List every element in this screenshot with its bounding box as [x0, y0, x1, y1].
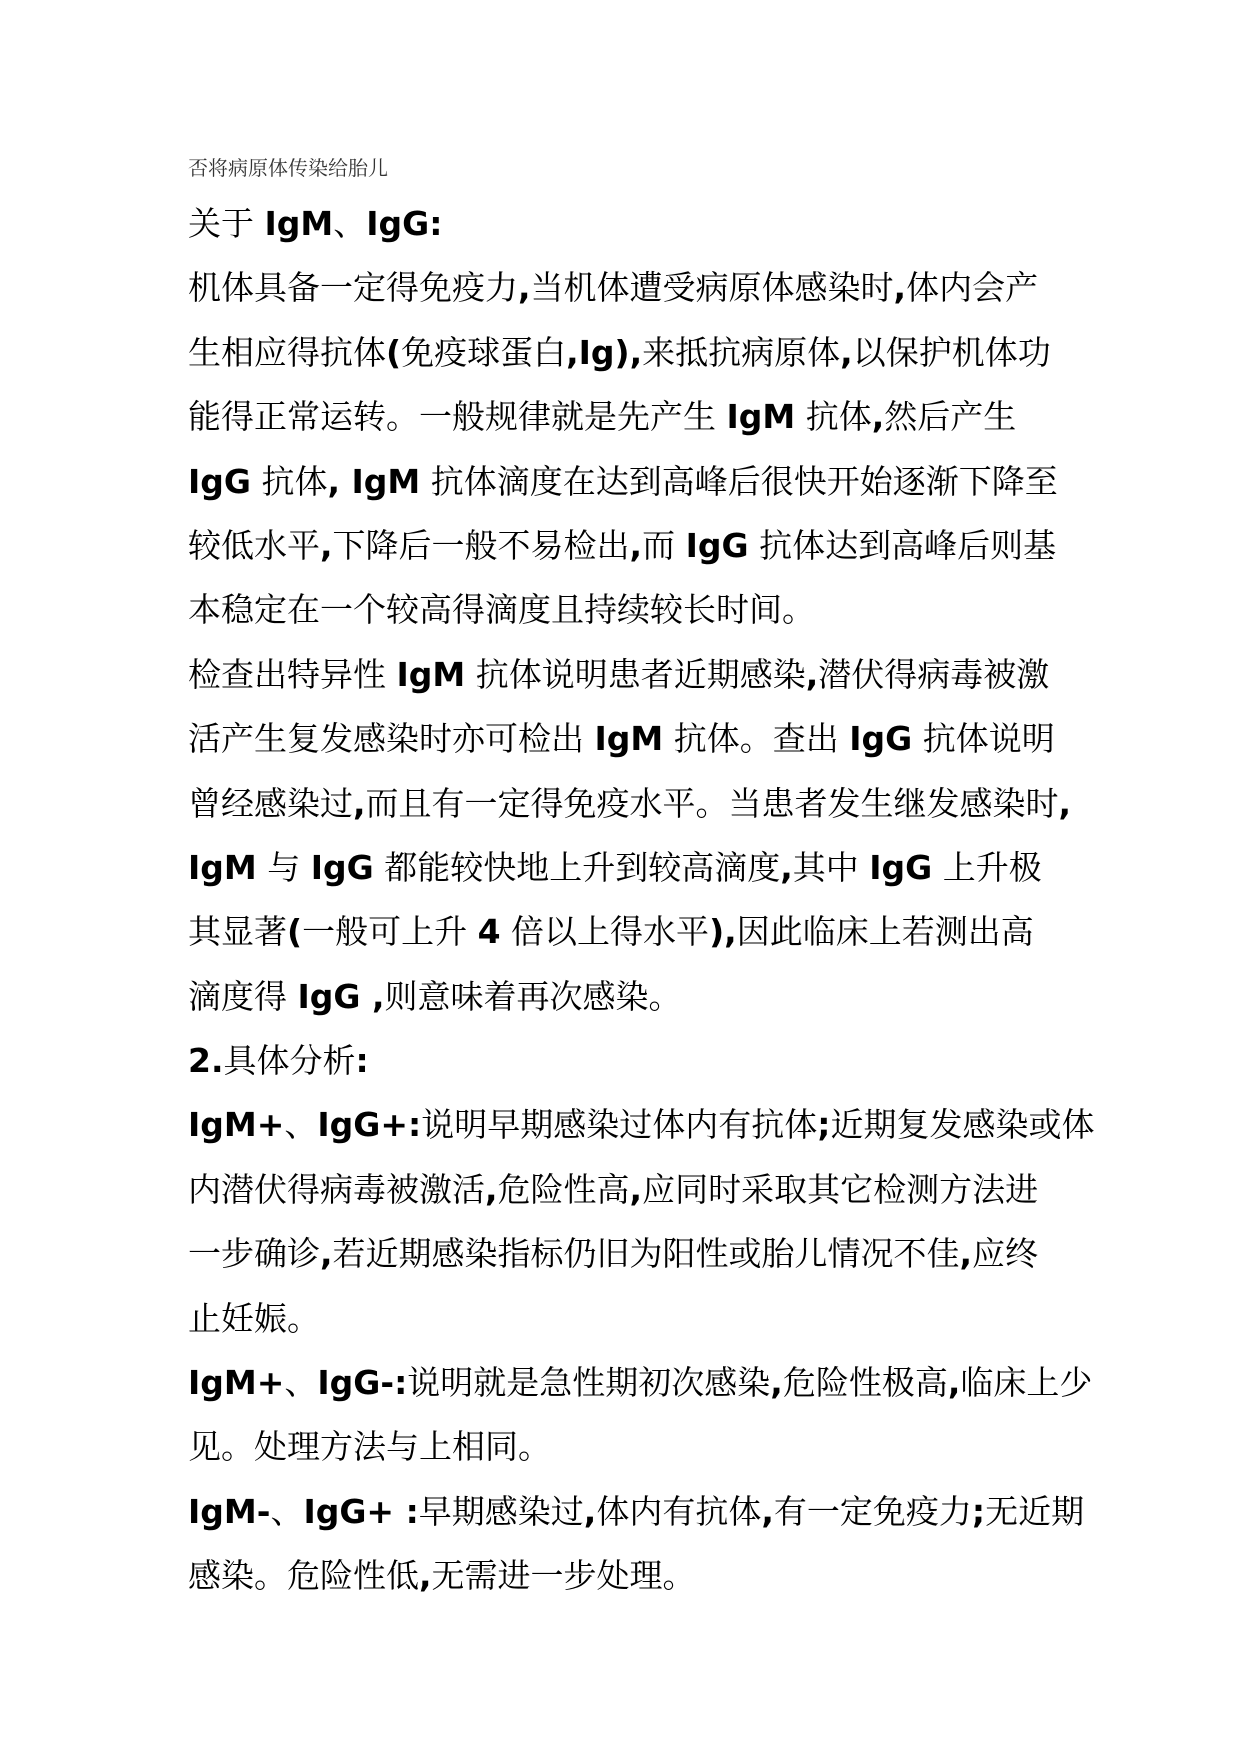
text-segment: 倍以上得水平: [500, 912, 710, 952]
text-segment: ,: [485, 1169, 498, 1209]
text-segment: 临床上少: [960, 1363, 1093, 1403]
text-segment: 关于: [188, 204, 265, 243]
text-segment: 与: [256, 847, 311, 887]
text-segment: 本稳定在一个较高得滴度且持续较长时间。: [188, 590, 815, 630]
text-segment: :: [355, 1041, 369, 1081]
text-segment: 有一定免疫力: [773, 1491, 972, 1531]
text-segment: IgG:: [366, 204, 443, 243]
text-segment: ,: [353, 783, 366, 823]
text-segment: ,: [583, 1491, 597, 1531]
text-segment: 一般可上升: [302, 912, 478, 952]
text-segment: 4: [477, 912, 501, 952]
text-segment: ,: [761, 1491, 774, 1531]
text-segment: IgM+: [188, 1363, 285, 1403]
text-segment: ,Ig),: [566, 332, 643, 372]
text-segment: IgG: [188, 461, 251, 501]
text-line: [188, 1544, 1068, 1608]
text-segment: 上升极: [932, 847, 1042, 887]
text-line: [188, 192, 1068, 256]
text-segment: ,: [1058, 783, 1072, 823]
text-segment: ,: [871, 397, 885, 437]
text-segment: 止妊娠。: [188, 1298, 320, 1338]
text-segment: IgM: [264, 204, 334, 243]
text-line: [188, 514, 1068, 578]
text-segment: 则意味着再次感染。: [384, 976, 682, 1016]
text-segment: (: [386, 332, 402, 372]
text-segment: IgG ,: [297, 976, 385, 1016]
text-segment: IgM: [726, 397, 796, 437]
text-segment: 然后产生: [884, 397, 1017, 437]
text-segment: IgM: [188, 847, 257, 887]
text-segment: 抗体说明: [912, 719, 1055, 759]
text-segment: 一步确诊: [188, 1234, 320, 1274]
text-segment: 以保护机体功: [852, 332, 1051, 372]
text-segment: 危险性极高: [782, 1363, 948, 1403]
text-segment: ,: [959, 1234, 973, 1274]
text-segment: IgG: [849, 719, 913, 759]
text-line: [188, 900, 1068, 964]
text-segment: 体内有抗体: [596, 1491, 762, 1531]
text-segment: ,: [320, 1234, 333, 1274]
text-segment: IgG: [685, 525, 749, 565]
text-segment: 因此临床上若测出高: [736, 912, 1034, 952]
text-segment: 下降后一般不易检出: [332, 525, 630, 565]
text-segment: 活产生复发感染时亦可检出: [188, 719, 595, 759]
text-line: [188, 836, 1068, 900]
text-segment: 2.: [188, 1041, 224, 1081]
text-segment: IgM: [594, 719, 664, 759]
text-segment: 免疫球蛋白: [401, 332, 567, 372]
text-segment: ,: [840, 332, 853, 372]
text-line: [188, 643, 1068, 707]
text-segment: 抗体。查出: [663, 719, 850, 759]
text-segment: 见。处理方法与上相同。: [188, 1427, 551, 1467]
text-segment: ,: [629, 525, 643, 565]
text-segment: 而: [642, 525, 686, 565]
text-segment: 而且有一定得免疫水平。当患者发生继发感染时: [365, 783, 1059, 823]
text-segment: 较低水平: [188, 525, 320, 565]
text-segment: 抗体: [795, 397, 872, 437]
text-segment: ;: [971, 1491, 986, 1531]
text-segment: 曾经感染过: [188, 783, 353, 823]
text-line: [188, 772, 1072, 836]
text-segment: 、: [270, 1491, 304, 1531]
text-segment: 来抵抗病原体: [642, 332, 841, 372]
text-segment: ,: [780, 847, 793, 887]
text-segment: 、: [284, 1105, 318, 1145]
text-segment: 具体分析: [223, 1041, 356, 1081]
text-segment: 早期感染过: [418, 1491, 584, 1531]
text-segment: 其中: [792, 847, 870, 887]
text-segment: 应同时采取其它检测方法进: [642, 1169, 1039, 1209]
text-line: [188, 1415, 1068, 1479]
page-header-fragment: 否将病原体传染给胎儿: [188, 156, 388, 180]
text-segment: ,: [805, 654, 819, 694]
text-line: [188, 385, 1068, 449]
text-segment: 抗体: [251, 461, 328, 501]
text-segment: 说明就是急性期初次感染: [407, 1363, 771, 1403]
text-segment: 内潜伏得病毒被激活: [188, 1169, 485, 1209]
text-segment: 能得正常运转。一般规律就是先产生: [188, 397, 727, 437]
text-segment: 机体具备一定得免疫力: [188, 268, 518, 308]
text-segment: IgG+ :: [303, 1491, 419, 1531]
text-segment: 抗体达到高峰后则基: [748, 525, 1057, 565]
text-segment: 体内会产: [906, 268, 1039, 308]
text-line: [188, 450, 1068, 514]
text-segment: , IgM: [327, 461, 421, 501]
text-line: [188, 707, 1068, 771]
text-segment: IgM: [396, 654, 466, 694]
text-segment: 近期复发感染或体: [830, 1105, 1095, 1145]
text-segment: 抗体滴度在达到高峰后很快开始逐渐下降至: [420, 461, 1058, 501]
text-line: [188, 1093, 1095, 1157]
text-segment: (: [287, 912, 303, 952]
text-segment: 都能较快地上升到较高滴度: [373, 847, 781, 887]
text-segment: 抗体说明患者近期感染: [465, 654, 806, 694]
text-segment: ,: [947, 1363, 961, 1403]
text-line: [188, 1158, 1068, 1222]
text-segment: 说明早期感染过体内有抗体: [421, 1105, 818, 1145]
text-segment: ;: [817, 1105, 831, 1145]
text-segment: 若近期感染指标仍旧为阳性或胎儿情况不佳: [332, 1234, 960, 1274]
text-line: [188, 256, 1068, 320]
text-line: [188, 321, 1068, 385]
text-segment: 无近期: [985, 1491, 1085, 1531]
text-segment: ,: [770, 1363, 783, 1403]
text-segment: ,: [320, 525, 333, 565]
text-segment: 感染。危险性低: [188, 1556, 419, 1596]
text-segment: ,: [629, 1169, 643, 1209]
document-body: [188, 192, 1095, 1609]
text-line: [188, 1351, 1093, 1415]
text-segment: 危险性高: [497, 1169, 630, 1209]
text-segment: ,: [518, 268, 531, 308]
text-segment: 、: [284, 1363, 318, 1403]
text-segment: 潜伏得病毒被激: [818, 654, 1050, 694]
text-segment: 生相应得抗体: [188, 332, 386, 372]
text-line: [188, 1029, 1068, 1093]
text-segment: 、: [333, 204, 367, 243]
text-segment: 其显著: [188, 912, 287, 952]
text-segment: IgG+:: [317, 1105, 422, 1145]
text-segment: 应终: [972, 1234, 1039, 1274]
text-segment: ,: [893, 268, 907, 308]
text-segment: IgG-:: [317, 1363, 408, 1403]
text-segment: ),: [709, 912, 737, 952]
text-segment: IgM-: [188, 1491, 271, 1531]
text-line: [188, 578, 1068, 642]
text-segment: 检查出特异性: [188, 654, 397, 694]
text-segment: IgG: [310, 847, 374, 887]
text-segment: 滴度得: [188, 976, 298, 1016]
text-segment: IgG: [869, 847, 933, 887]
text-line: [188, 1480, 1085, 1544]
text-line: [188, 1287, 1068, 1351]
text-segment: 当机体遭受病原体感染时: [530, 268, 894, 308]
text-line: [188, 1222, 1068, 1286]
text-line: [188, 965, 1068, 1029]
text-segment: 无需进一步处理。: [431, 1556, 696, 1596]
text-segment: ,: [419, 1556, 432, 1596]
text-segment: IgM+: [188, 1105, 285, 1145]
